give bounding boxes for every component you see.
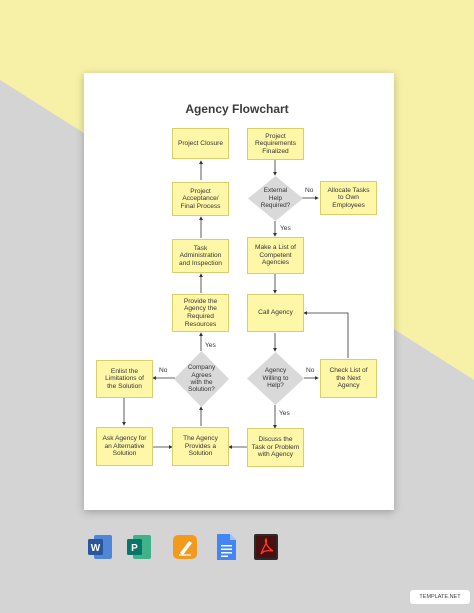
- label-yes-company: Yes: [205, 342, 216, 349]
- decision-company-agrees-text: Company Agrees with the Solution?: [187, 364, 216, 394]
- node-allocate-tasks: Allocate Tasks to Own Employees: [320, 181, 377, 215]
- svg-text:W: W: [90, 543, 101, 554]
- node-enlist-limitations: Enlist the Limitations of the Solution: [96, 360, 153, 398]
- node-call-agency: Call Agency: [247, 294, 304, 332]
- word-icon[interactable]: [87, 533, 113, 561]
- node-make-list: Make a List of Competent Agencies: [247, 237, 304, 274]
- label-yes-external: Yes: [280, 225, 291, 232]
- node-check-next-agency: Check List of the Next Agency: [320, 359, 377, 398]
- flowchart-title: Agency Flowchart: [185, 102, 289, 116]
- label-no-willing: No: [306, 367, 315, 374]
- decision-external-help: [248, 176, 303, 221]
- node-provide-resources: Provide the Agency the Required Resources: [172, 294, 229, 332]
- google-docs-icon[interactable]: [213, 533, 239, 561]
- node-requirements-finalized: Project Requirements Finalized: [247, 128, 304, 160]
- template-net-badge[interactable]: TEMPLATE.NET: [410, 590, 470, 604]
- decision-external-help-text: External Help Required?: [260, 187, 291, 210]
- decision-agency-willing-text: Agency Willing to Help?: [262, 367, 289, 390]
- decision-agency-willing: [247, 352, 304, 405]
- pdf-icon[interactable]: [253, 533, 279, 561]
- node-task-administration: Task Administration and Inspection: [172, 239, 229, 273]
- node-ask-alternative: Ask Agency for an Alternative Solution: [96, 427, 153, 466]
- node-discuss-task: Discuss the Task or Problem with Agency: [247, 428, 304, 467]
- label-no-company: No: [159, 367, 168, 374]
- publisher-icon[interactable]: [126, 533, 152, 561]
- node-provides-solution: The Agency Provides a Solution: [172, 427, 229, 466]
- node-project-closure: Project Closure: [172, 128, 229, 159]
- node-project-acceptance: Project Acceptance/ Final Process: [172, 182, 229, 216]
- pages-icon[interactable]: [172, 533, 198, 561]
- svg-text:P: P: [131, 543, 138, 554]
- label-no-external: No: [305, 187, 314, 194]
- label-yes-willing: Yes: [279, 410, 290, 417]
- decision-company-agrees: [174, 351, 229, 407]
